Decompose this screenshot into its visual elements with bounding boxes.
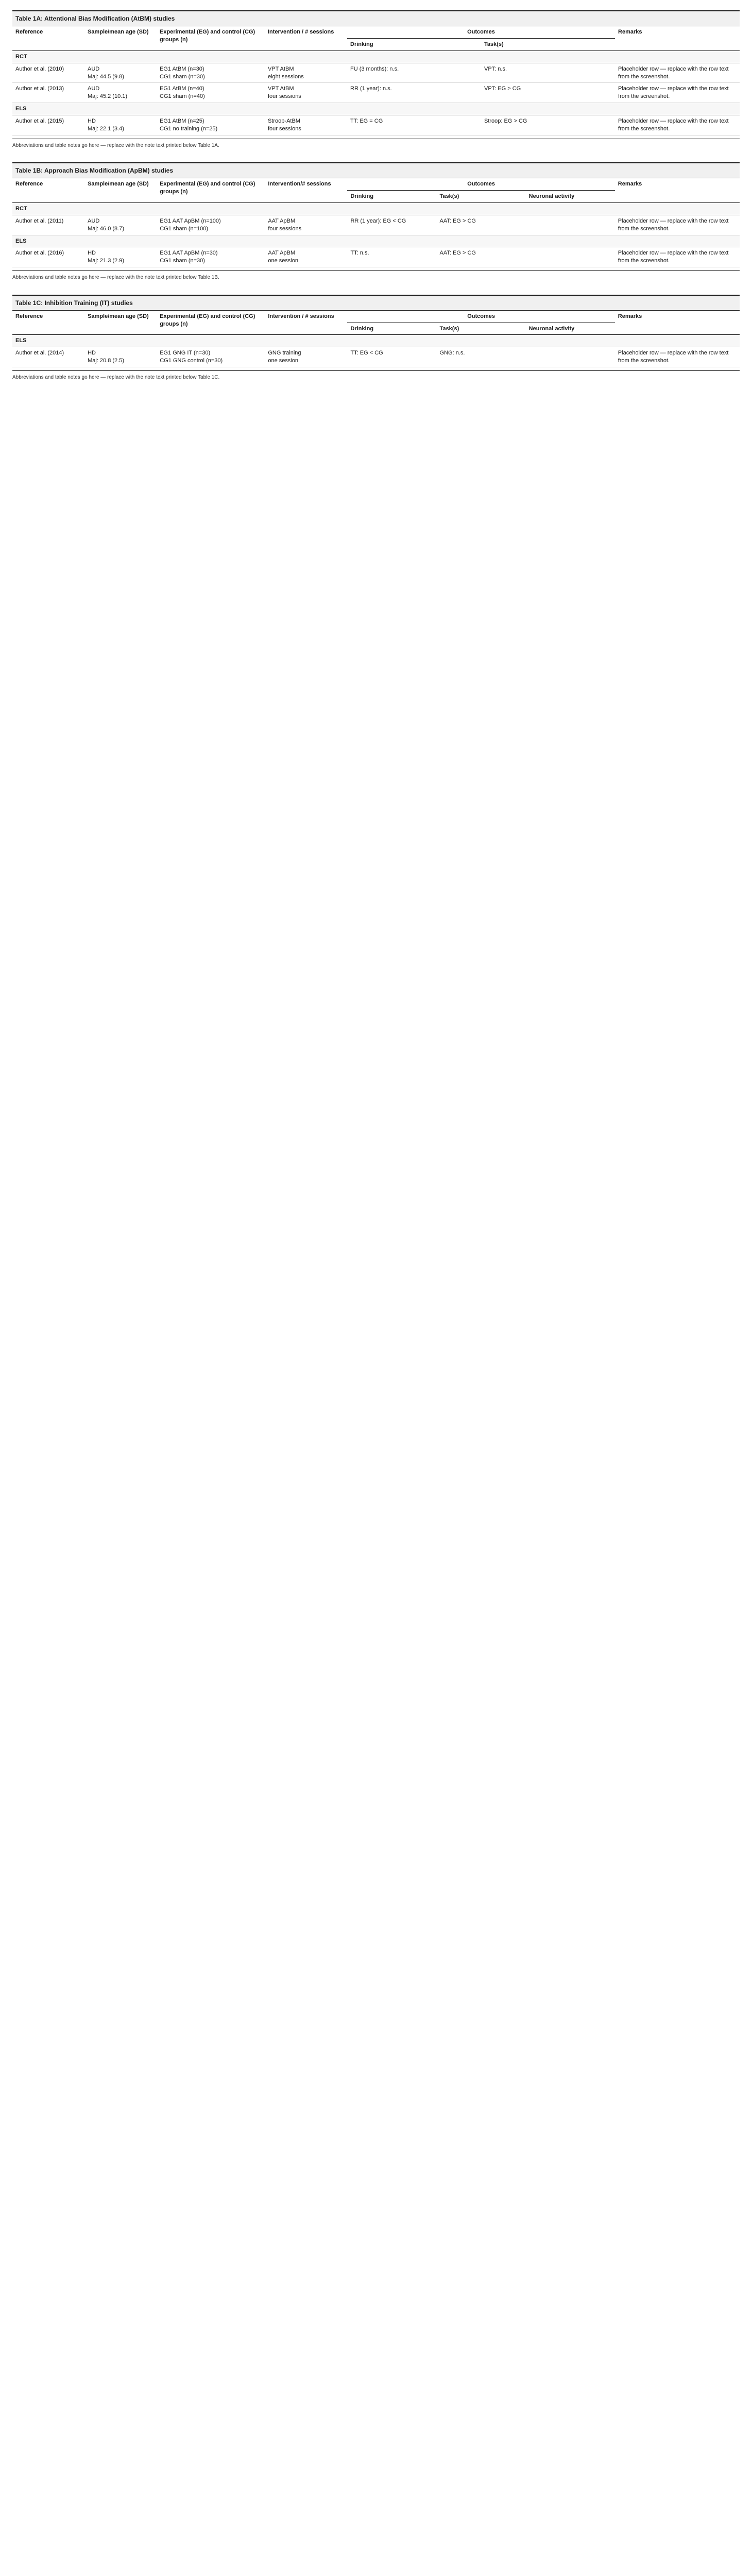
- table-1c: [12, 295, 740, 381]
- table-1b: [12, 162, 740, 281]
- table-1b-title: Table 1B: Approach Bias Modification (ApBM) studies: [12, 162, 740, 178]
- table-1b-outcomes-subcol-2: Neuronal activity: [526, 191, 615, 203]
- table-1c-outcomes-subcol-0: Drinking: [347, 323, 436, 335]
- cell-intervention: GNG training one session: [265, 347, 347, 367]
- cell-drinking: RR (1 year): n.s.: [347, 83, 481, 103]
- cell-tasks: VPT: EG > CG: [481, 83, 615, 103]
- table-row: [12, 115, 740, 135]
- cell-sample: AUD Maj: 44.5 (9.8): [84, 63, 157, 83]
- table-1b-section-1: [12, 235, 740, 247]
- table-1b-note: Abbreviations and table notes go here — replace with the note text printed below Table 1B.: [12, 270, 740, 281]
- cell-drinking: TT: EG = CG: [347, 115, 481, 135]
- cell-remarks: Placeholder row — replace with the row text from the screenshot.: [615, 247, 740, 267]
- table-1c-header-row: [12, 311, 740, 323]
- cell-reference: Author et al. (2015): [12, 115, 84, 135]
- cell-sample: AUD Maj: 45.2 (10.1): [84, 83, 157, 103]
- table-1c-outcomes-subcol-1: Task(s): [437, 323, 526, 335]
- table-1a-section-0: [12, 50, 740, 63]
- table-1b-header-row: [12, 178, 740, 190]
- table-1b-section-label: ELS: [12, 235, 740, 247]
- table-1a-outcomes-subcol-1: Task(s): [481, 39, 615, 51]
- table-1c-col-4: Outcomes: [347, 311, 614, 323]
- cell-reference: Author et al. (2011): [12, 215, 84, 235]
- cell-tasks: AAT: EG > CG: [437, 215, 526, 235]
- table-1a-title: Table 1A: Attentional Bias Modification (AtBM) studies: [12, 10, 740, 26]
- table-1a-section-label: RCT: [12, 50, 740, 63]
- cell-remarks: Placeholder row — replace with the row text from the screenshot.: [615, 83, 740, 103]
- cell-groups: EG1 AAT ApBM (n=30) CG1 sham (n=30): [157, 247, 265, 267]
- cell-tasks: AAT: EG > CG: [437, 247, 526, 267]
- cell-tasks: VPT: n.s.: [481, 63, 615, 83]
- table-1a-col-2: Experimental (EG) and control (CG) groups (n): [157, 26, 265, 50]
- table-1a-col-5: Remarks: [615, 26, 740, 50]
- cell-remarks: Placeholder row — replace with the row text from the screenshot.: [615, 63, 740, 83]
- cell-remarks: Placeholder row — replace with the row text from the screenshot.: [615, 215, 740, 235]
- table-1b-outcomes-subcol-0: Drinking: [347, 191, 436, 203]
- table-1b-grid: [12, 178, 740, 267]
- cell-neuronal-activity: [526, 347, 615, 367]
- table-1a-col-4: Outcomes: [347, 26, 615, 38]
- table-1a-col-1: Sample/mean age (SD): [84, 26, 157, 50]
- table-1c-title: Table 1C: Inhibition Training (IT) studies: [12, 295, 740, 311]
- cell-groups: EG1 AtBM (n=40) CG1 sham (n=40): [157, 83, 265, 103]
- table-1b-section-label: RCT: [12, 203, 740, 215]
- cell-drinking: TT: EG < CG: [347, 347, 436, 367]
- cell-intervention: Stroop-AtBM four sessions: [265, 115, 347, 135]
- table-1c-col-2: Experimental (EG) and control (CG) groups (n): [157, 311, 265, 335]
- cell-intervention: VPT AtBM four sessions: [265, 83, 347, 103]
- table-1c-outcomes-subcol-2: Neuronal activity: [526, 323, 615, 335]
- cell-reference: Author et al. (2016): [12, 247, 84, 267]
- table-row: [12, 83, 740, 103]
- table-1a-header-row: [12, 26, 740, 38]
- table-row: [12, 347, 740, 367]
- cell-neuronal-activity: [526, 247, 615, 267]
- table-1c-grid: [12, 311, 740, 367]
- cell-groups: EG1 GNG IT (n=30) CG1 GNG control (n=30): [157, 347, 265, 367]
- table-1a-col-0: Reference: [12, 26, 84, 50]
- table-1c-section-label: ELS: [12, 335, 740, 347]
- table-1a: [12, 10, 740, 149]
- table-row: [12, 63, 740, 83]
- table-1c-col-3: Intervention / # sessions: [265, 311, 347, 335]
- cell-intervention: AAT ApBM one session: [265, 247, 347, 267]
- cell-drinking: TT: n.s.: [347, 247, 436, 267]
- cell-reference: Author et al. (2014): [12, 347, 84, 367]
- cell-remarks: Placeholder row — replace with the row text from the screenshot.: [615, 347, 740, 367]
- table-1b-outcomes-subcol-1: Task(s): [437, 191, 526, 203]
- table-1b-col-0: Reference: [12, 178, 84, 202]
- table-1b-col-1: Sample/mean age (SD): [84, 178, 157, 202]
- table-1c-col-5: Remarks: [615, 311, 740, 335]
- table-1c-section-0: [12, 335, 740, 347]
- page: [0, 0, 752, 415]
- table-1a-section-1: [12, 103, 740, 115]
- cell-intervention: VPT AtBM eight sessions: [265, 63, 347, 83]
- cell-sample: AUD Maj: 46.0 (8.7): [84, 215, 157, 235]
- table-1a-outcomes-subcol-0: Drinking: [347, 39, 481, 51]
- cell-intervention: AAT ApBM four sessions: [265, 215, 347, 235]
- table-row: [12, 215, 740, 235]
- tables-root: [12, 10, 740, 381]
- table-1c-col-0: Reference: [12, 311, 84, 335]
- cell-sample: HD Maj: 21.3 (2.9): [84, 247, 157, 267]
- table-1b-col-4: Outcomes: [347, 178, 614, 190]
- cell-drinking: FU (3 months): n.s.: [347, 63, 481, 83]
- table-1b-col-2: Experimental (EG) and control (CG) groups (n): [157, 178, 265, 202]
- cell-groups: EG1 AtBM (n=25) CG1 no training (n=25): [157, 115, 265, 135]
- cell-sample: HD Maj: 22.1 (3.4): [84, 115, 157, 135]
- table-1a-note: Abbreviations and table notes go here — replace with the note text printed below Table 1A.: [12, 139, 740, 149]
- cell-reference: Author et al. (2013): [12, 83, 84, 103]
- table-row: [12, 247, 740, 267]
- table-1b-col-5: Remarks: [615, 178, 740, 202]
- table-1c-col-1: Sample/mean age (SD): [84, 311, 157, 335]
- table-1b-col-3: Intervention/# sessions: [265, 178, 347, 202]
- cell-tasks: GNG: n.s.: [437, 347, 526, 367]
- cell-tasks: Stroop: EG > CG: [481, 115, 615, 135]
- table-1a-section-label: ELS: [12, 103, 740, 115]
- cell-sample: HD Maj: 20.8 (2.5): [84, 347, 157, 367]
- cell-groups: EG1 AAT ApBM (n=100) CG1 sham (n=100): [157, 215, 265, 235]
- table-1a-col-3: Intervention / # sessions: [265, 26, 347, 50]
- table-1c-note: Abbreviations and table notes go here — replace with the note text printed below Table 1C.: [12, 370, 740, 381]
- table-1b-section-0: [12, 203, 740, 215]
- cell-drinking: RR (1 year): EG < CG: [347, 215, 436, 235]
- cell-reference: Author et al. (2010): [12, 63, 84, 83]
- cell-neuronal-activity: [526, 215, 615, 235]
- cell-remarks: Placeholder row — replace with the row text from the screenshot.: [615, 115, 740, 135]
- cell-groups: EG1 AtBM (n=30) CG1 sham (n=30): [157, 63, 265, 83]
- table-1a-grid: [12, 26, 740, 135]
